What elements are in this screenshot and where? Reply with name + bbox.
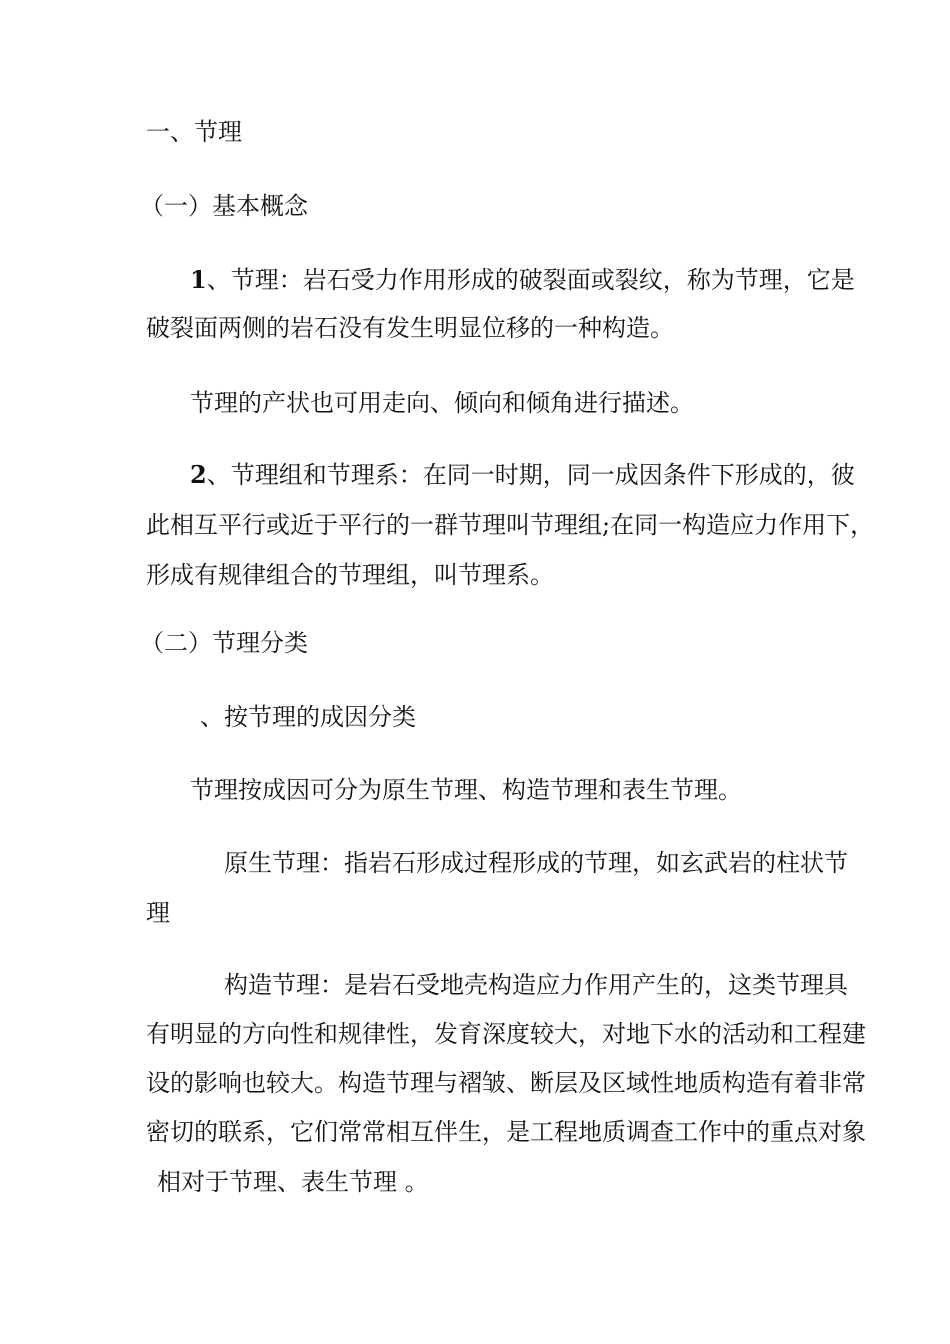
paragraph-line: 破裂面两侧的岩石没有发生明显位移的一种构造。 — [146, 314, 674, 342]
subsection-title-classification: （二）节理分类 — [140, 629, 308, 657]
paragraph-line: 相对于节理、表生节理 。 — [157, 1168, 429, 1196]
paragraph-line: 理 — [146, 899, 170, 927]
subsection-title-basic-concepts: （一）基本概念 — [140, 192, 308, 220]
paragraph-line — [190, 260, 855, 300]
item-number: 1 — [190, 265, 207, 294]
paragraph-line: 设的影响也较大。构造节理与褶皱、断层及区域性地质构造有着非常 — [146, 1069, 866, 1097]
paragraph-by-cause: 、按节理的成因分类 — [200, 703, 416, 731]
paragraph-attitude: 节理的产状也可用走向、倾向和倾角进行描述。 — [190, 389, 694, 417]
paragraph-line: 原生节理：指岩石形成过程形成的节理，如玄武岩的柱状节 — [224, 849, 848, 877]
paragraph-types: 节理按成因可分为原生节理、构造节理和表生节理。 — [190, 776, 742, 804]
section-title: 一、节理 — [146, 118, 242, 146]
paragraph-line: 构造节理：是岩石受地壳构造应力作用产生的，这类节理具 — [224, 971, 848, 999]
item-number: 2 — [190, 460, 207, 489]
paragraph-line: 有明显的方向性和规律性，发育深度较大，对地下水的活动和工程建 — [146, 1020, 866, 1048]
paragraph-line: 密切的联系，它们常常相互伴生，是工程地质调查工作中的重点对象 — [146, 1118, 866, 1146]
paragraph-line — [190, 455, 855, 495]
paragraph-text: 、节理组和节理系：在同一时期，同一成因条件下形成的，彼 — [206, 461, 855, 489]
paragraph-line: 形成有规律组合的节理组，叫节理系。 — [146, 561, 554, 589]
paragraph-text: 、节理：岩石受力作用形成的破裂面或裂纹，称为节理，它是 — [206, 266, 855, 294]
paragraph-line: 此相互平行或近于平行的一群节理叫节理组;在同一构造应力作用下， — [146, 511, 875, 539]
